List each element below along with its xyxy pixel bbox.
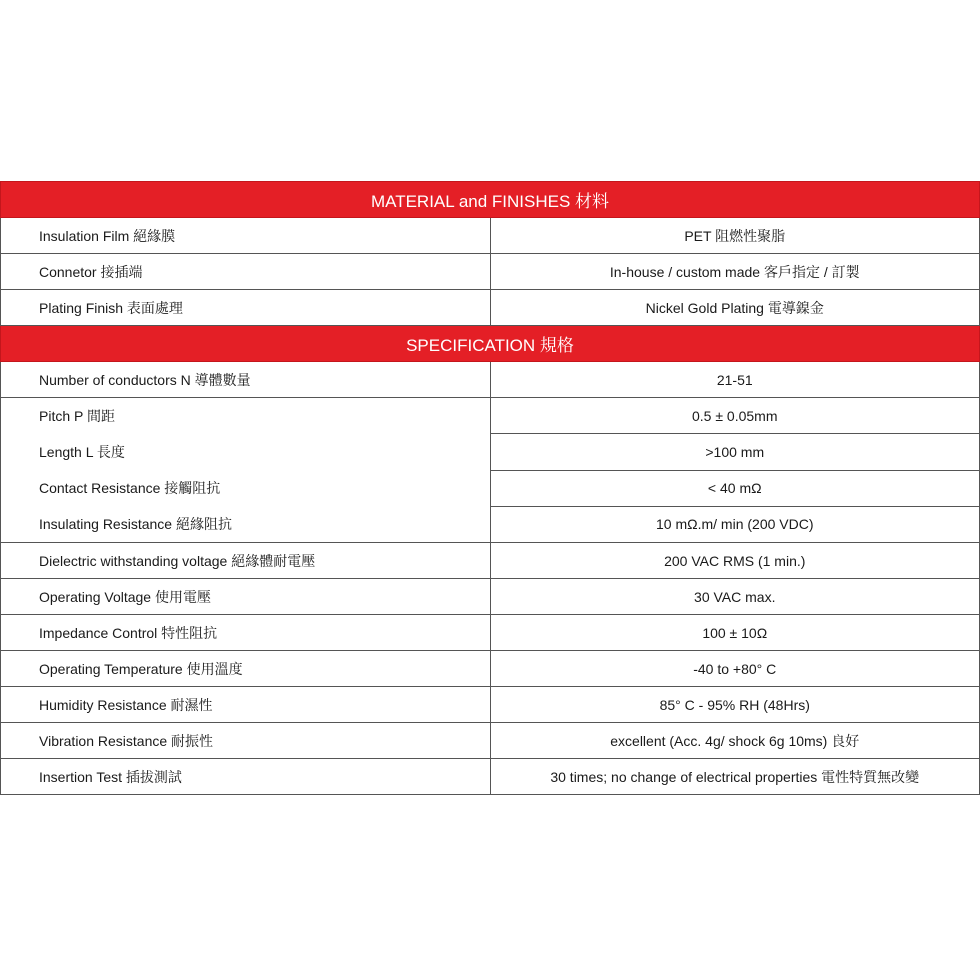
row-value: PET 阻燃性聚脂 (490, 218, 980, 254)
table-row (1, 723, 980, 759)
row-value: excellent (Acc. 4g/ shock 6g 10ms) 良好 (490, 723, 980, 759)
row-value: 30 times; no change of electrical properties 電性特質無改變 (490, 759, 980, 795)
row-label: Length L 長度 (39, 444, 125, 460)
row-value: 21-51 (490, 362, 980, 398)
row-label: Number of conductors N 導體數量 (1, 362, 491, 398)
table-row (1, 759, 980, 795)
row-value: 85° C - 95% RH (48Hrs) (490, 687, 980, 723)
table-row (1, 398, 980, 434)
table-row (1, 687, 980, 723)
row-label: Operating Temperature 使用溫度 (1, 651, 491, 687)
row-value: 200 VAC RMS (1 min.) (490, 543, 980, 579)
grouped-label-cell (1, 398, 491, 543)
row-label: Connetor 接插端 (1, 254, 491, 290)
table-row (1, 290, 980, 326)
row-label: Plating Finish 表面處理 (1, 290, 491, 326)
row-label: Operating Voltage 使用電壓 (1, 579, 491, 615)
row-label: Insulating Resistance 絕緣阻抗 (39, 516, 232, 532)
row-label: Pitch P 間距 (39, 408, 115, 424)
table-row (1, 254, 980, 290)
section-header-material (1, 182, 980, 218)
row-value: 30 VAC max. (490, 579, 980, 615)
row-value: 100 ± 10Ω (490, 615, 980, 651)
table-row (1, 651, 980, 687)
row-label: Dielectric withstanding voltage 絕緣體耐電壓 (1, 543, 491, 579)
row-label: Contact Resistance 接觸阻抗 (39, 480, 221, 496)
spec-table (0, 181, 980, 795)
table-row (1, 579, 980, 615)
row-value: -40 to +80° C (490, 651, 980, 687)
section-title-specification: SPECIFICATION 規格 (1, 326, 980, 362)
row-value: < 40 mΩ (490, 470, 980, 506)
row-value: 0.5 ± 0.05mm (490, 398, 980, 434)
row-value: Nickel Gold Plating 電導鎳金 (490, 290, 980, 326)
row-label: Humidity Resistance 耐濕性 (1, 687, 491, 723)
row-label: Insulation Film 絕緣膜 (1, 218, 491, 254)
row-label: Impedance Control 特性阻抗 (1, 615, 491, 651)
row-value: In-house / custom made 客戶指定 / 訂製 (490, 254, 980, 290)
table-row (1, 543, 980, 579)
section-title-material: MATERIAL and FINISHES 材料 (1, 182, 980, 218)
row-value: 10 mΩ.m/ min (200 VDC) (490, 506, 980, 542)
table-row (1, 362, 980, 398)
row-value: >100 mm (490, 434, 980, 470)
row-label: Insertion Test 插拔測試 (1, 759, 491, 795)
table-row (1, 218, 980, 254)
row-label: Vibration Resistance 耐振性 (1, 723, 491, 759)
table-row (1, 615, 980, 651)
section-header-specification (1, 326, 980, 362)
